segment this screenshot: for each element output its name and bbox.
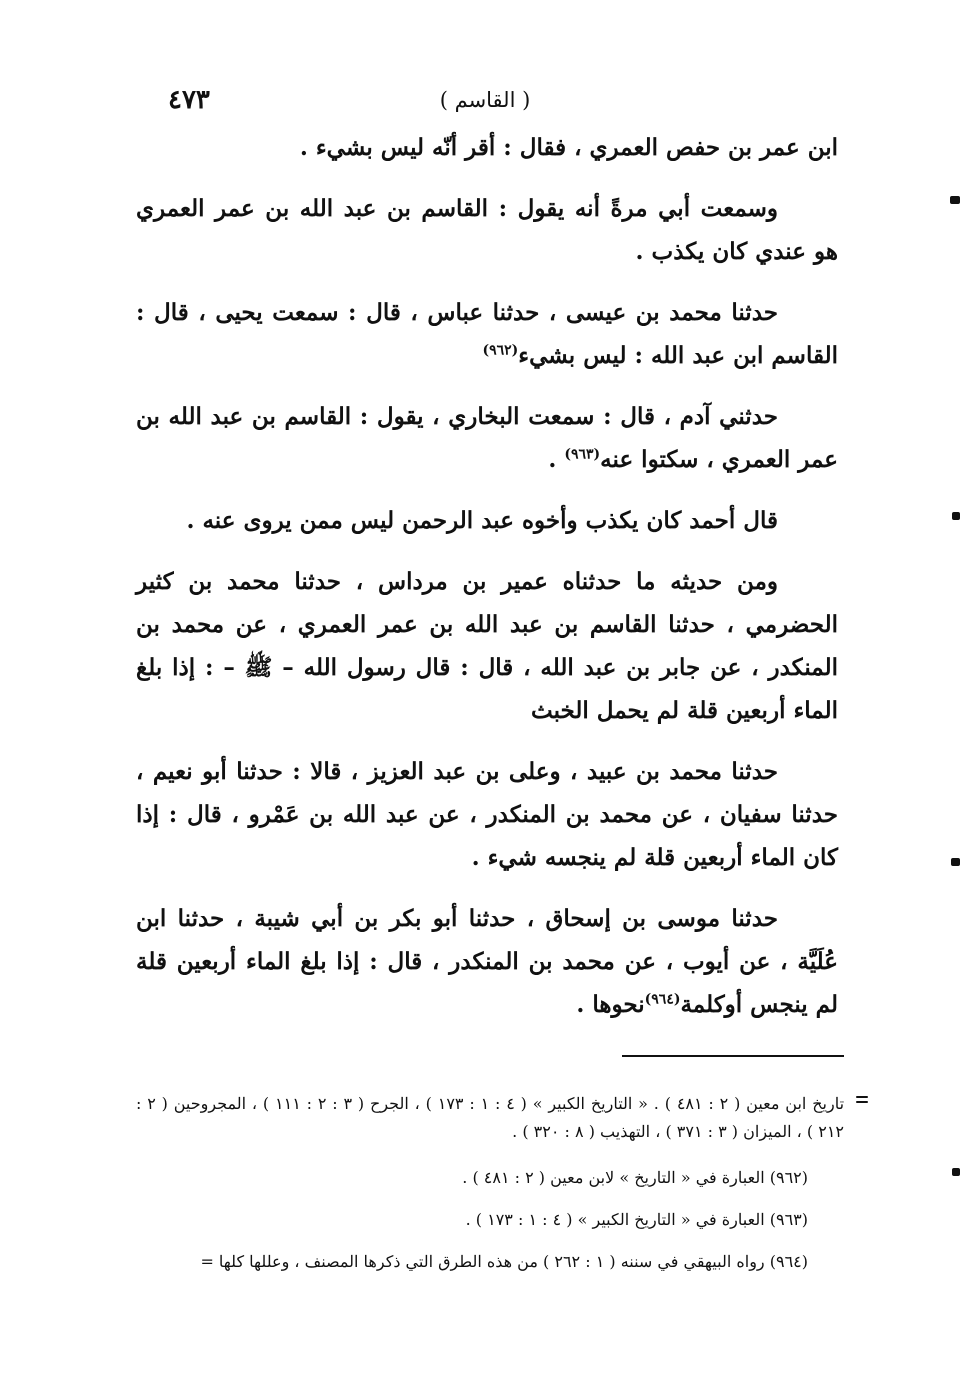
footnote-ref-964: (٩٦٤) [644, 991, 681, 1008]
continuation-mark [856, 1096, 868, 1098]
paragraph-5: قال أحمد كان يكذب وأخوه عبد الرحمن ليس ممن يروى عنه . [186, 507, 778, 534]
paragraph-8 [136, 897, 838, 1026]
scan-mark [950, 196, 960, 204]
footnote-continued: تاريخ ابن معين ( ٢ : ٤٨١ ) . « التاريخ الكبير » ( ٤ : ١ : ١٧٣ ) ، الجرح ( ٣ : ٢ : ١١١ ) ، المجروحين ( ٢ : ٢١٢ ) ، الميزان ( ٣ : ٣٧١ ) ، التهذيب ( ٨ : ٣٢٠ ) . [136, 1094, 845, 1141]
footnote-963: (٩٦٣) العبارة في « التاريخ الكبير » ( ٤ : ١ : ١٧٣ ) . [465, 1210, 808, 1229]
continuation-mark [856, 1101, 868, 1103]
paragraph-4 [136, 395, 838, 481]
footnote-ref-963: (٩٦٣) [564, 446, 601, 463]
scan-mark [952, 512, 960, 520]
paragraph-8-end: نحوها . [576, 991, 645, 1018]
footnote-962: (٩٦٢) العبارة في « التاريخ » لابن معين ( ٢ : ٤٨١ ) . [462, 1168, 808, 1187]
paragraph-4-text: حدثني آدم ، قال : سمعت البخاري ، يقول : القاسم بن عبد الله بن عمر العمري ، سكتوا عنه [136, 403, 838, 473]
footnote-ref-962: (٩٦٢) [482, 342, 519, 359]
paragraph-4-end: . [548, 446, 565, 473]
running-header-title: ( القاسم ) [439, 88, 531, 112]
footnotes [136, 1090, 844, 1290]
paragraph-7: حدثنا محمد بن عبيد ، وعلى بن عبد العزيز ، قالا : حدثنا أبو نعيم ، حدثنا سفيان ، عن محمد بن المنكدر ، عن عبد الله بن عَمْرو ، قال : إذا كان الماء أربعين قلة لم ينجسه شيء . [136, 758, 838, 871]
footnote-separator [622, 1055, 844, 1057]
footnote-964: (٩٦٤) رواه البيهقي في سننه ( ١ : ٢٦٢ ) من هذه الطرق التي ذكرها المصنف ، وعللها كلها = [200, 1252, 808, 1271]
paragraph-2: وسمعت أبي مرةً أنه يقول : القاسم بن عبد الله بن عمر العمري هو عندي كان يكذب . [136, 195, 838, 265]
paragraph-1: ابن عمر بن حفص العمري ، فقال : أقر أنّه ليس بشيء . [299, 134, 838, 161]
page-number: ٤٧٣ [168, 85, 210, 115]
paragraph-8-text: حدثنا موسى بن إسحاق ، حدثنا أبو بكر بن أبي شيبة ، حدثنا ابن عُلَيَّة ، عن أيوب ، عن محمد بن المنكدر ، قال : إذا بلغ الماء أربعين قلة لم ينجس أوكلمة [136, 905, 838, 1018]
paragraph-3 [136, 291, 838, 377]
main-text [136, 126, 838, 1044]
scan-mark [951, 858, 960, 866]
paragraph-6: ومن حديثه ما حدثناه عمير بن مرداس ، حدثنا محمد بن كثير الحضرمي ، حدثنا القاسم بن عبد الله بن عمر العمري ، عن محمد بن المنكدر ، عن جابر بن عبد الله ، قال : قال رسول الله – ﷺ – : إذا بلغ الماء أربعين قلة لم يحمل الخبث [136, 568, 838, 724]
paragraph-3-text: حدثنا محمد بن عيسى ، حدثنا عباس ، قال : سمعت يحيى ، قال : القاسم ابن عبد الله : ليس بشيء [136, 299, 838, 369]
scan-mark [952, 1168, 960, 1176]
